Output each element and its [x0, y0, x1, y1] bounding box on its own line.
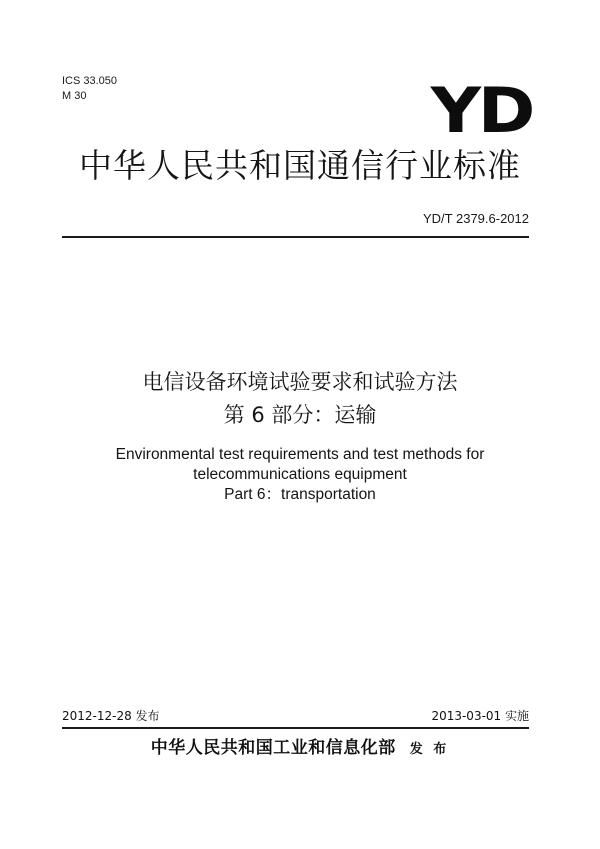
- issuer-line: [0, 737, 600, 761]
- chinese-title-line-2: 第 6 部分：运输: [223, 403, 377, 427]
- footer-divider: [62, 727, 529, 729]
- chinese-title-line-1: 电信设备环境试验要求和试验方法: [142, 370, 458, 394]
- yd-logo: YD: [430, 74, 532, 147]
- issuing-organization: 中华人民共和国工业和信息化部: [150, 738, 396, 758]
- implementation-date: 2013-03-01 实施: [431, 709, 529, 723]
- ics-code: ICS 33.050: [62, 75, 118, 87]
- classification-codes: [62, 74, 117, 104]
- ccs-code: M 30: [62, 90, 87, 102]
- issue-date: 2012-12-28 发布: [62, 709, 160, 723]
- header-divider: [62, 236, 529, 238]
- english-title-line-3: Part 6：transportation: [224, 486, 376, 503]
- publish-label: 发 布: [409, 742, 450, 757]
- english-title-line-1: Environmental test requirements and test methods for: [115, 446, 485, 463]
- english-title-line-2: telecommunications equipment: [193, 466, 407, 483]
- standard-number: YD/T 2379.6-2012: [423, 211, 529, 226]
- industry-standard-title: 中华人民共和国通信行业标准: [79, 146, 521, 185]
